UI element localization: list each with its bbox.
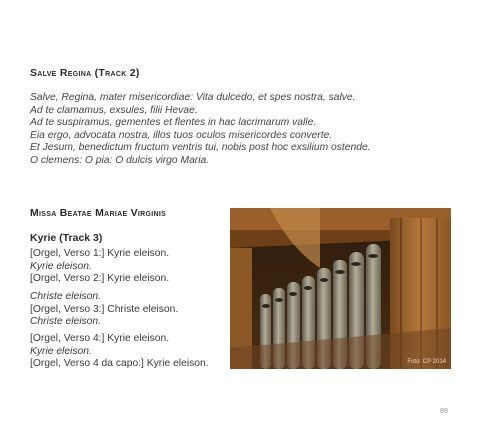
verse-line: Christe eleison. — [30, 316, 101, 328]
verse-line: Kyrie eleison. — [30, 260, 92, 272]
organ-photo-graphic — [230, 208, 451, 369]
text-line: Ad te clamamus, exsules, filii Hevae. — [30, 104, 198, 116]
text-line: O clemens: O pia: O dulcis virgo Maria. — [30, 154, 210, 166]
organ-pipes-photo — [230, 208, 451, 369]
page-number: 89 — [440, 408, 448, 415]
photo-credit: Foto: CP 2014 — [407, 359, 446, 365]
salve-regina-text — [30, 92, 450, 168]
kyrie-group-2 — [30, 291, 178, 329]
text-line: Ad te suspiramus, gementes et flentes in hac lacrimarum valle. — [30, 117, 317, 129]
verse-line: [Orgel, Verso 1:] Kyrie eleison. — [30, 248, 170, 259]
kyrie-group-3 — [30, 333, 209, 371]
verse-line: [Orgel, Verso 2:] Kyrie eleison. — [30, 273, 170, 285]
kyrie-heading: Kyrie (Track 3) — [30, 232, 103, 244]
verse-line: [Orgel, Verso 4 da capo:] Kyrie eleison. — [30, 358, 209, 370]
text-line: Salve, Regina, mater misericordiae: Vita dulcedo, et spes nostra, salve. — [30, 92, 356, 103]
missa-heading: Missa Beatae Mariae Virginis — [30, 207, 167, 219]
verse-line: Christe eleison. — [30, 291, 101, 302]
text-line: Eia ergo, advocata nostra, illos tuos oculos misericordes converte. — [30, 129, 333, 141]
text-line: Et Jesum, benedictum fructum ventris tui, nobis post hoc exsilium ostende. — [30, 142, 371, 154]
kyrie-group-1 — [30, 248, 169, 286]
verse-line: [Orgel, Verso 4:] Kyrie eleison. — [30, 333, 170, 344]
verse-line: Kyrie eleison. — [30, 345, 92, 357]
verse-line: [Orgel, Verso 3:] Christe eleison. — [30, 303, 179, 315]
salve-regina-heading: Salve Regina (Track 2) — [30, 67, 140, 79]
